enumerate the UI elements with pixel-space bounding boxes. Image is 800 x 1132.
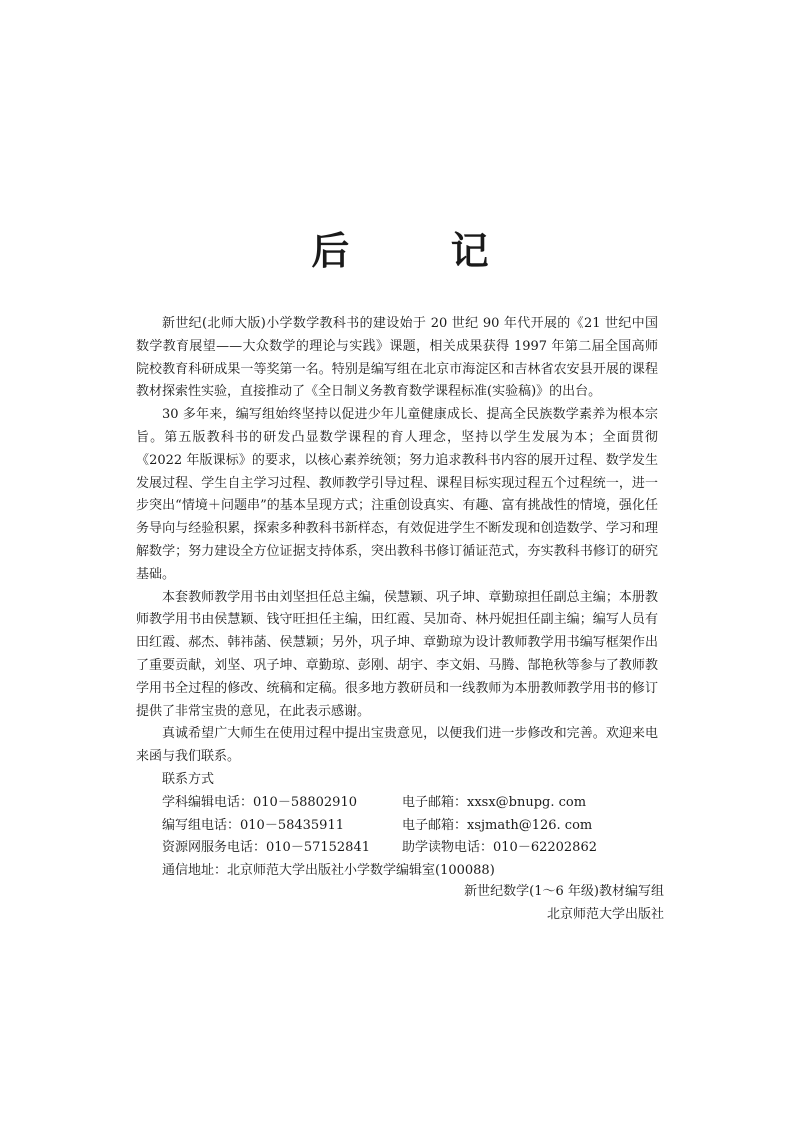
contact-row	[136, 837, 658, 860]
team-phone: 编写组电话：010－58435911	[162, 817, 344, 833]
mailing-address: 通信地址：北京师范大学出版社小学数学编辑室(100088)	[162, 863, 495, 879]
contact-heading: 联系方式	[162, 771, 215, 787]
editor-email: 电子邮箱：xxsx@bnupg. com	[402, 794, 587, 810]
paragraph-history: 新世纪(北师大版)小学数学教科书的建设始于 20 世纪 90 年代开展的《21 世纪中国数学教育展望——大众数学的理论与实践》课题，相关成果获得 1997 年第二届全国高师院校教育科研成果一等奖第一名。特别是编写组在北京市海淀区和吉林省农安县开展的课程教材探索性实验，直接推动了《全日制义务教育数学课程标准(实验稿)》的出台。	[136, 316, 658, 400]
editor-phone: 学科编辑电话：010－58802910	[162, 794, 357, 810]
paragraph-authors: 本套教师教学用书由刘坚担任总主编，侯慧颖、巩子坤、章勤琼担任副总主编；本册教师教学用书由侯慧颖、钱守旺担任主编，田红霞、吴加奇、林丹妮担任副主编；编写人员有田红霞、郝杰、韩祎菡、侯慧颖；另外，巩子坤、章勤琼为设计教师教学用书编写框架作出了重要贡献，刘坚、巩子坤、章勤琼、彭刚、胡宇、李文娟、马腾、郜艳秋等参与了教师教学用书全过程的修改、统稿和定稿。很多地方教研员和一线教师为本册教师教学用书的修订提供了非常宝贵的意见，在此表示感谢。	[136, 589, 658, 719]
contact-row	[136, 792, 658, 815]
team-email: 电子邮箱：xsjmath@126. com	[402, 817, 593, 833]
document-body	[136, 313, 658, 883]
paragraph-feedback: 真诚希望广大师生在使用过程中提出宝贵意见，以便我们进一步修改和完善。欢迎来电来函与我们联系。	[136, 726, 658, 765]
page-title: 后 记	[311, 229, 533, 273]
signature-team: 新世纪数学(1～6 年级)教材编写组	[464, 884, 664, 899]
reader-phone: 助学读物电话：010－62202862	[402, 840, 597, 856]
contact-row	[136, 815, 658, 838]
signature-publisher: 北京师范大学出版社	[546, 906, 664, 922]
paragraph-principles: 30 多年来，编写组始终坚持以促进少年儿童健康成长、提高全民族数学素养为根本宗旨。第五版教科书的研发凸显数学课程的育人理念，坚持以学生发展为本；全面贯彻《2022 年版课标》的要求，以核心素养统领；努力追求教科书内容的展开过程、数学发生发展过程、学生自主学习过程、教师教学引导过程、课程目标实现过程五个过程统一，进一步突出“情境＋问题串”的基本呈现方式；注重创设真实、有趣、富有挑战性的情境，强化任务导向与经验积累，探索多种教科书新样态，有效促进学生不断发现和创造数学、学习和理解数学；努力建设全方位证据支持体系，突出教科书修订循证范式，夯实教科书修订的研究基础。	[136, 407, 658, 582]
signature-block	[464, 881, 664, 927]
resource-phone: 资源网服务电话：010－57152841	[162, 840, 370, 856]
